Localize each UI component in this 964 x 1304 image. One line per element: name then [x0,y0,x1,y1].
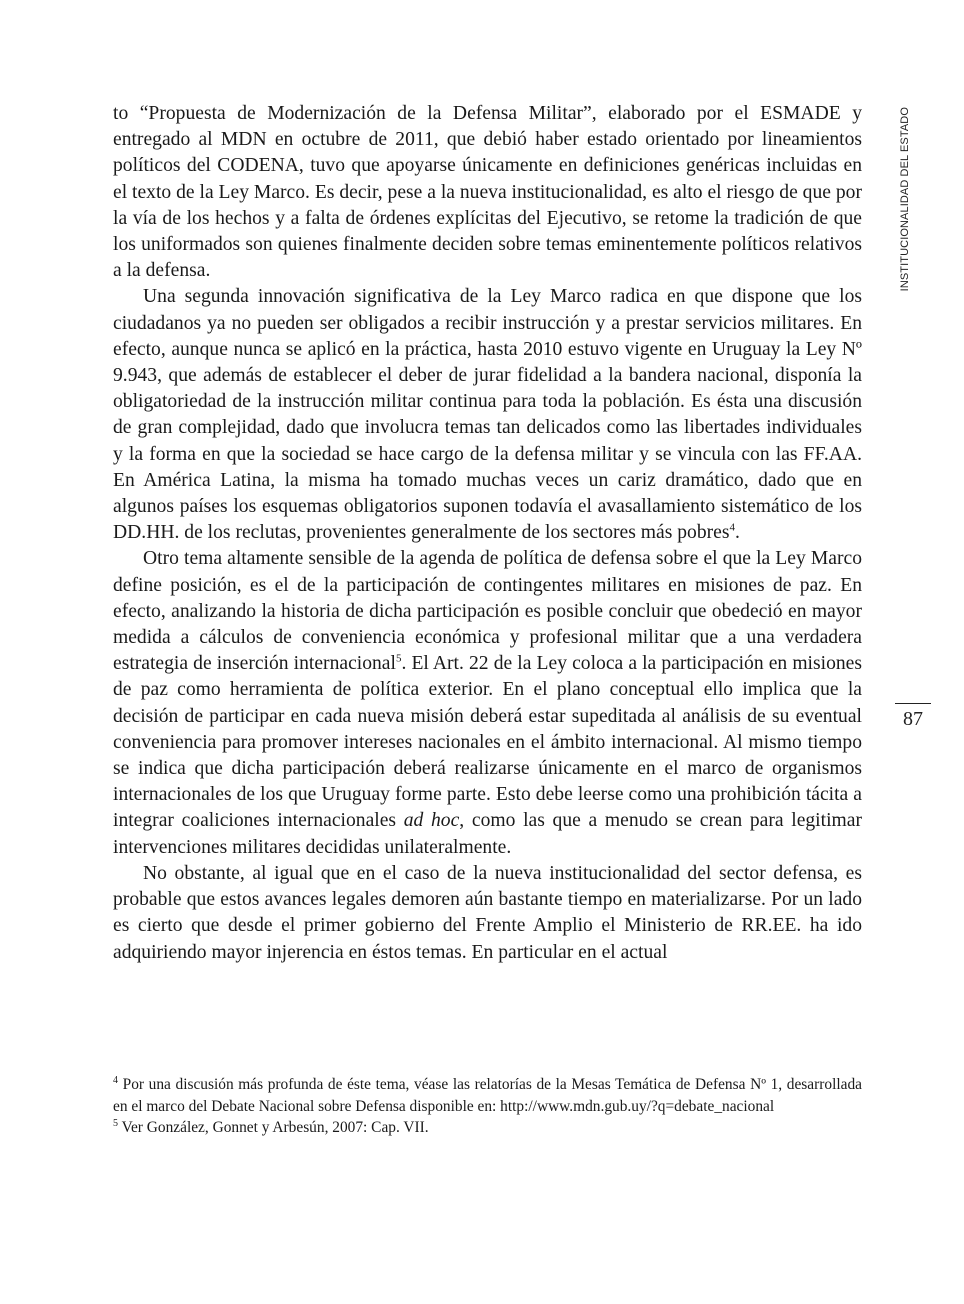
running-head [895,101,915,297]
paragraph-3: Otro tema altamente sensible de la agenda de política de defensa sobre el que la Ley Marco define posición, es el de la participación de contingentes militares en misiones de paz. En efecto, analizando la historia de dicha participación es posible concluir que obedeció en mayor medida a cálculos de conveniencia económica y profesional militar que a una verdadera estrategia de inserción internacional$^5$. El Art. 22 de la Ley coloca a la participación en misiones de paz como herramienta de política exterior. En el plano conceptual ello implica que la decisión de participar en cada nueva misión deberá estar supeditada al análisis de su eventual conveniencia para promover intereses nacionales en el ámbito internacional. Al mismo tiempo se indica que dicha participación deberá realizarse únicamente en el marco de organismos internacionales de los que Uruguay forme parte. Esto debe leerse como una prohibición tácita a integrar coaliciones internacionales ad hoc, como las que a menudo se crean para legitimar intervenciones militares decididas unilateralmente. [113,548,862,858]
page-number: 87 [903,708,923,730]
footnote-ref-4[interactable]: 4 [729,521,735,534]
running-head-text: INSTITUCIONALIDAD DEL ESTADO [899,106,911,292]
footnote-number: 5 [113,1117,118,1129]
footnote-4 [113,1074,862,1117]
footnote-number: 4 [113,1074,118,1086]
body-text [113,101,862,966]
footnote-text: Por una discusión más profunda de éste tema, véase las relatorías de la Mesas Temática de Defensa Nº 1, desarrollada en el marco del Debate Nacional sobre Defensa disponible en: http://www.mdn.gub.uy/?q=debate_nacional [113,1076,862,1115]
paragraph-1: to “Propuesta de Modernización de la Defensa Militar”, elaborado por el ESMADE y entregado al MDN en octubre de 2011, que debió haber estado orientado por lineamientos políticos del CODENA, tuvo que apoyarse únicamente en definiciones genéricas incluidas en el texto de la Ley Marco. Es decir, pese a la nueva institucionalidad, es alto el riesgo de que por la vía de los hechos y a falta de órdenes explícitas del Ejecutivo, se retome la tradición de que los uniformados son quienes finalmente deciden sobre temas eminentemente políticos relativos a la defensa. [113,103,862,282]
footnote-text: Ver González, Gonnet y Arbesún, 2007: Cap. VII. [118,1119,429,1136]
paragraph-2: Una segunda innovación significativa de la Ley Marco radica en que dispone que los ciudadanos ya no pueden ser obligados a recibir instrucción y a prestar servicios militares. En efecto, aunque nunca se aplicó en la práctica, hasta 2010 estuvo vigente en Uruguay la Ley Nº 9.943, que además de establecer el deber de jurar fidelidad a la bandera nacional, disponía la obligatoriedad de la instrucción militar continua para toda la población. Es ésta una discusión de gran complejidad, dado que involucra temas tan delicados como las libertades individuales y la forma en que la sociedad se hace cargo de la defensa militar y se vincula con las FF.AA. En América Latina, la misma ha tomado muchas veces un cariz dramático, dado que en algunos países los esquemas obligatorios suponen todavía el avasallamiento sistemático de los DD.HH. de los reclutas, provenientes generalmente de los sectores más pobres$^4$. [113,286,862,544]
page-number-rule [895,703,931,704]
paragraph-4: No obstante, al igual que en el caso de la nueva institucionalidad del sector defensa, es probable que estos avances legales demoren aún bastante tiempo en materializarse. Por un lado es cierto que desde el primer gobierno del Frente Amplio el Ministerio de RR.EE. ha ido adquiriendo mayor injerencia en éstos temas. En particular en el actual [113,862,862,963]
footnote-5 [113,1117,862,1139]
footnote-ref-5[interactable]: 5 [395,652,402,665]
italic-term: ad hoc [403,810,460,832]
footnotes [113,1074,862,1139]
